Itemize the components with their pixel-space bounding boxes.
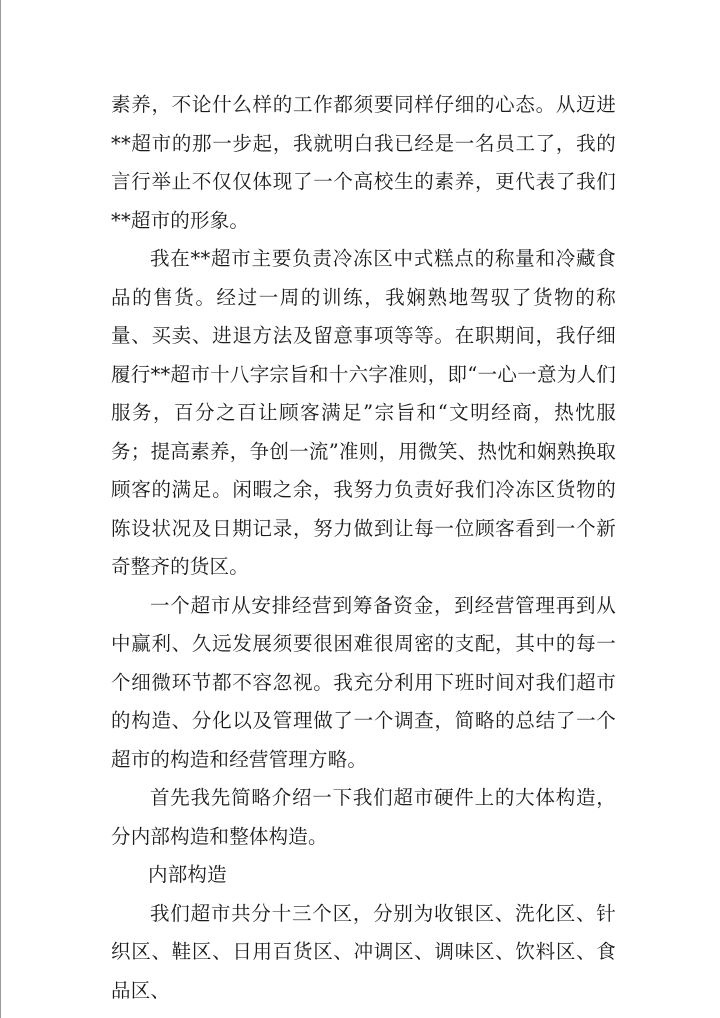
section-heading-internal-structure: 内部构造 bbox=[148, 863, 227, 886]
paragraph-5: 我们超市共分十三个区，分别为收银区、洗化区、针织区、鞋区、日用百货区、冲调区、调味区、饮料区、食品区、 bbox=[111, 901, 616, 1002]
paragraph-1: 素养，不论什么样的工作都须要同样仔细的心态。从迈进**超市的那一步起，我就明白我已经是一名员工了，我的言行举止不仅仅体现了一个高校生的素养，更代表了我们**超市的形象。 bbox=[111, 93, 616, 232]
document-body bbox=[111, 86, 616, 1010]
paragraph-3: 一个超市从安排经营到筹备资金，到经营管理再到从中赢利、久远发展须要很困难很周密的支配，其中的每一个细微环节都不容忽视。我充分利用下班时间对我们超市的构造、分化以及管理做了一个调查，简略的总结了一个超市的构造和经营管理方略。 bbox=[111, 593, 616, 771]
paragraph-2: 我在**超市主要负责冷冻区中式糕点的称量和冷藏食品的售货。经过一周的训练，我娴熟地驾驭了货物的称量、买卖、进退方法及留意事项等等。在职期间，我仔细履行**超市十八字宗旨和十六字准则，即“一心一意为人们服务，百分之百让顾客满足”宗旨和“文明经商，热忱服务；提高素养，争创一流”准则，用微笑、热忱和娴熟换取顾客的满足。闲暇之余，我努力负责好我们冷冻区货物的陈设状况及日期记录，努力做到让每一位顾客看到一个新奇整齐的货区。 bbox=[111, 247, 616, 578]
paragraph-4: 首先我先简略介绍一下我们超市硬件上的大体构造，分内部构造和整体构造。 bbox=[111, 786, 616, 848]
